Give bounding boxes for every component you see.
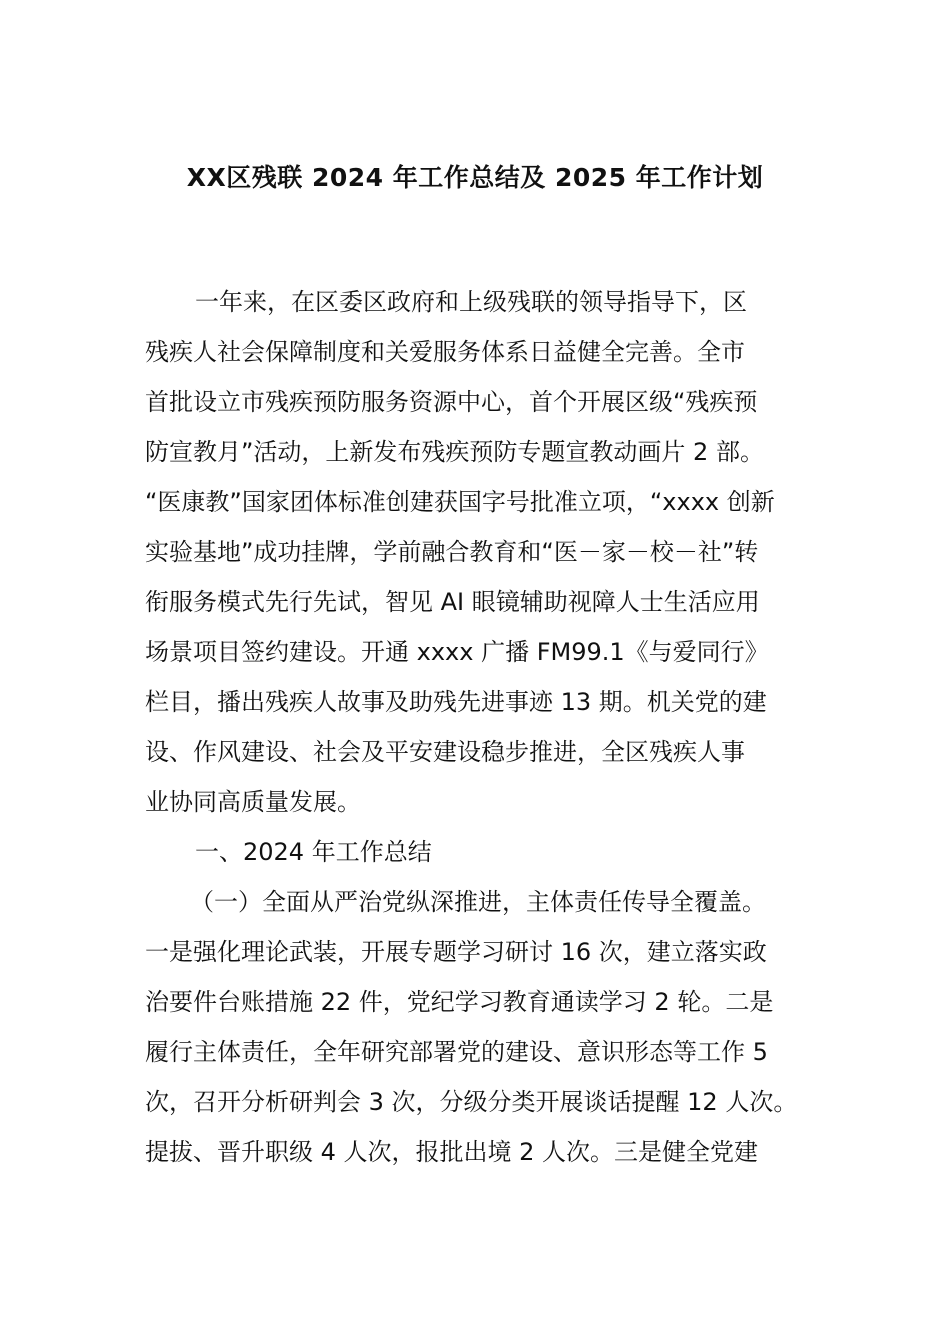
paragraph-line-15: 治要件台账措施 22 件，党纪学习教育通读学习 2 轮。二是	[145, 988, 774, 1016]
paragraph-line-6: 实验基地”成功挂牌，学前融合教育和“医－家－校－社”转	[145, 538, 759, 566]
paragraph-line-17: 次，召开分析研判会 3 次，分级分类开展谈话提醒 12 人次。	[145, 1088, 798, 1116]
paragraph-line-4: 防宣教月”活动，上新发布残疾预防专题宣教动画片 2 部。	[145, 438, 764, 466]
paragraph-line-11: 业协同高质量发展。	[145, 788, 361, 816]
paragraph-line-14: 一是强化理论武装，开展专题学习研讨 16 次，建立落实政	[145, 938, 767, 966]
paragraph-line-9: 栏目，播出残疾人故事及助残先进事迹 13 期。机关党的建	[145, 688, 767, 716]
paragraph-line-16: 履行主体责任，全年研究部署党的建设、意识形态等工作 5	[145, 1038, 768, 1066]
document-body	[145, 277, 835, 1177]
subsection-heading: （一）全面从严治党纵深推进，主体责任传导全覆盖。	[190, 888, 766, 916]
paragraph-line-10: 设、作风建设、社会及平安建设稳步推进，全区残疾人事	[145, 738, 745, 766]
paragraph-line-1: 一年来，在区委区政府和上级残联的领导指导下，区	[195, 288, 747, 316]
paragraph-line-5: “医康教”国家团体标准创建获国字号批准立项，“xxxx 创新	[145, 488, 775, 516]
paragraph-line-2: 残疾人社会保障制度和关爱服务体系日益健全完善。全市	[145, 338, 745, 366]
paragraph-line-7: 衔服务模式先行先试，智见 AI 眼镜辅助视障人士生活应用	[145, 588, 760, 616]
document-title: XX区残联 2024 年工作总结及 2025 年工作计划	[186, 163, 764, 192]
section-heading: 一、2024 年工作总结	[195, 838, 432, 866]
paragraph-line-3: 首批设立市残疾预防服务资源中心，首个开展区级“残疾预	[145, 388, 758, 416]
paragraph-line-18: 提拔、晋升职级 4 人次，报批出境 2 人次。三是健全党建	[145, 1138, 759, 1166]
paragraph-line-8: 场景项目签约建设。开通 xxxx 广播 FM99.1《与爱同行》	[145, 638, 769, 666]
